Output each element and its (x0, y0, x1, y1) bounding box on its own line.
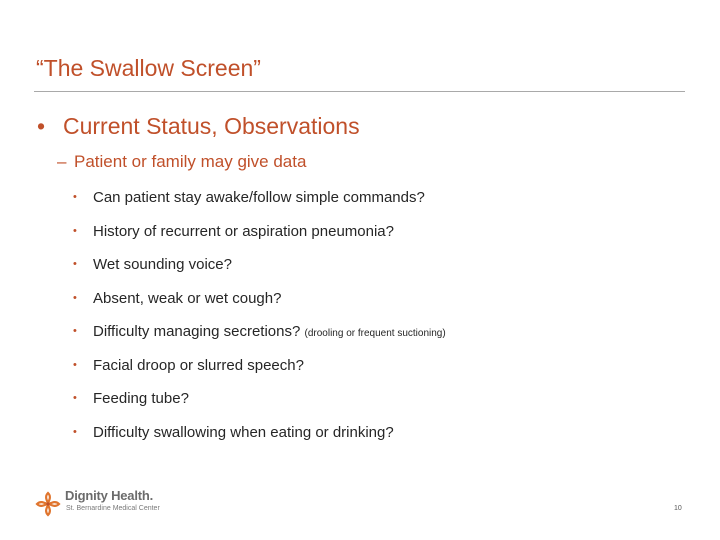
bullet-icon: • (73, 325, 77, 337)
list-item-text: Difficulty managing secretions? (93, 323, 305, 340)
list-item (73, 189, 425, 206)
logo-subtitle: St. Bernardine Medical Center (66, 505, 160, 512)
list-item-note: (drooling or frequent suctioning) (304, 328, 446, 339)
dash-bullet-icon: – (57, 152, 67, 171)
level1-text: Current Status, Observations (63, 113, 360, 139)
list-item-text: Wet sounding voice? (93, 256, 232, 273)
list-item-text: Can patient stay awake/follow simple commands? (93, 189, 425, 206)
list-item-text: Facial droop or slurred speech? (93, 357, 304, 374)
list-item-text: History of recurrent or aspiration pneumonia? (93, 223, 394, 240)
list-item-text: Feeding tube? (93, 390, 189, 407)
page-number: 10 (674, 505, 682, 512)
level2-bullet-item (57, 152, 306, 172)
bullet-icon: • (37, 113, 46, 139)
dignity-health-logo-icon (34, 490, 62, 518)
slide-title: “The Swallow Screen” (36, 55, 261, 81)
bullet-icon: • (73, 191, 77, 203)
list-item (73, 290, 281, 307)
list-item (73, 256, 232, 273)
list-item (73, 223, 394, 240)
bullet-icon: • (73, 225, 77, 237)
list-item (73, 323, 446, 340)
list-item (73, 390, 189, 407)
bullet-icon: • (73, 426, 77, 438)
bullet-icon: • (73, 292, 77, 304)
level2-text: Patient or family may give data (74, 152, 307, 171)
logo-name: Dignity Health. (65, 488, 154, 503)
dignity-health-logo (34, 488, 204, 520)
bullet-icon: • (73, 258, 77, 270)
level1-bullet-item (37, 113, 360, 140)
title-divider (34, 91, 685, 92)
list-item (73, 424, 394, 441)
list-item (73, 357, 304, 374)
list-item-text: Absent, weak or wet cough? (93, 290, 282, 307)
list-item-text: Difficulty swallowing when eating or drinking? (93, 424, 394, 441)
bullet-icon: • (73, 392, 77, 404)
bullet-icon: • (73, 359, 77, 371)
